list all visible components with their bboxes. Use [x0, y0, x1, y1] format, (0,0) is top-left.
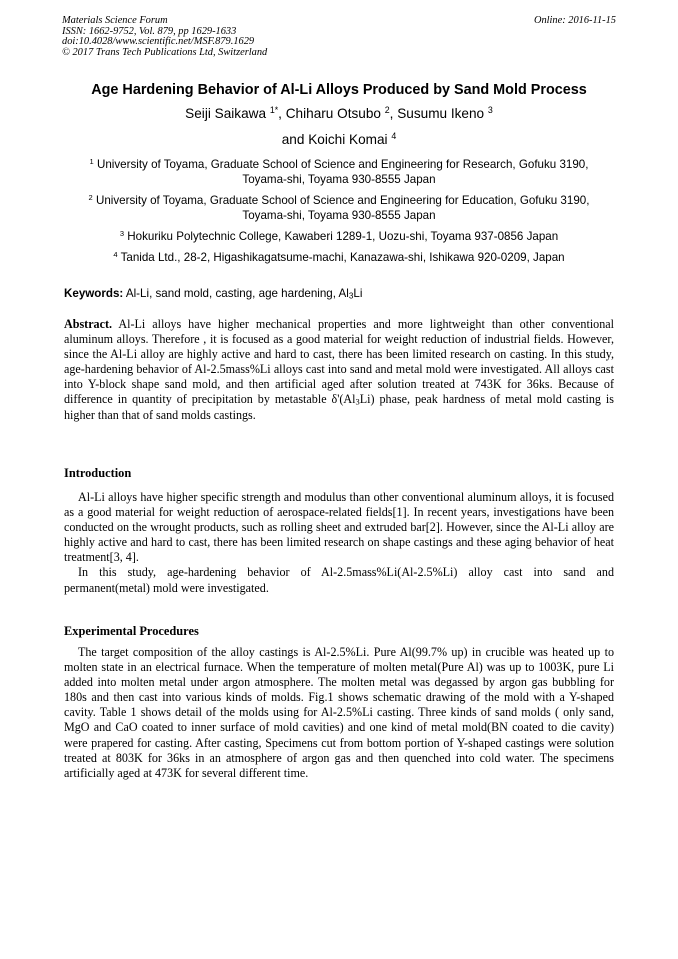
- affiliation-4: $^4$ Tanida Ltd., 28-2, Higashikagatsume-machi, Kanazawa-shi, Ishikawa 920-0209, Japan: [113, 249, 565, 264]
- online-date: Online: 2016-11-15: [533, 15, 616, 26]
- author-mark: 2: [384, 105, 390, 116]
- author-name: Chiharu Otsubo: [285, 106, 381, 121]
- author-name: Koichi Komai: [308, 132, 388, 147]
- experimental-body: [64, 645, 614, 781]
- abstract-label: Abstract.: [64, 317, 113, 331]
- author-line-2: and Koichi Komai $^4$: [281, 131, 397, 147]
- keywords-label: Keywords:: [64, 287, 124, 300]
- author-mark: 1*: [269, 105, 279, 116]
- keywords-text: Al-Li, sand mold, casting, age hardening, Al: [125, 287, 349, 300]
- abstract-text: Al-Li alloys have higher mechanical properties and more lightweight than other conventional aluminum alloys. Therefore , it is focused as a good material for weight reduction of industrial fields. However, since the Al-Li alloy are highly active and hard to cast, there has been limited research on casting. In this study, age-hardening behavior of Al-2.5mass%Li alloys cast into sand and metal mold were investigated. All alloys cast into Y-block shape sand mold, and then artificial aged after solution treated at 743K for 36ks. Because of difference in quantity of precipitation by metastable δ'(Al: [64, 317, 614, 407]
- affiliation-3: $^3$ Hokuriku Polytechnic College, Kawaberi 1289-1, Uozu-shi, Toyama 937-0856 Japan: [119, 228, 559, 243]
- keywords: Keywords: Al-Li, sand mold, casting, age hardening, $Al_3Li$: [64, 287, 363, 301]
- paragraph: The target composition of the alloy castings is Al-2.5%Li. Pure Al(99.7% up) in crucible was heated up to molten state in an electrical furnace. When the temperature of molten metal(Pure Al) was up to 1003K, pure Li added into molten metal under argon atmosphere. The molten metal was degassed by argon gas bubbling for 180s and then cast into various kinds of molds. Fig.1 shows schematic drawing of the mold with a Y-shaped cavity. Table 1 shows detail of the molds using for Al-2.5%Li casting. Three kinds of sand molds ( only sand, MgO and CaO coated to inner surface of mold cavities) and one kind of metal mold(BN coated to die cavity) were prapered for casting. After casting, Specimens cut from bottom portion of Y-shaped castings were solution treated at 803K for 36ks in an atmosphere of argon gas and then quenched into cold water. The specimens artificially aged at 473K for several different time.: [64, 645, 614, 780]
- author-mark: 4: [391, 131, 397, 142]
- author-name: Susumu Ikeno: [397, 106, 485, 121]
- issn-line: ISSN: 1662-9752, Vol. 879, pp 1629-1633: [62, 25, 237, 37]
- author-mark: 3: [487, 105, 493, 116]
- author-line-1: Seiji Saikawa $^{1*}$, Chiharu Otsubo $^2$, Susumu Ikeno $^3$: [185, 105, 493, 121]
- introduction-body: [64, 490, 614, 596]
- copyright-line: © 2017 Trans Tech Publications Ltd, Switzerland: [62, 46, 268, 58]
- introduction-heading: Introduction: [64, 466, 132, 480]
- author-name: Seiji Saikawa: [185, 106, 267, 121]
- experimental-heading: Experimental Procedures: [64, 624, 199, 638]
- paragraph: In this study, age-hardening behavior of Al-2.5mass%Li(Al-2.5%Li) alloy cast into sand and permanent(metal) mold were investigated.: [64, 565, 614, 595]
- journal-name: Materials Science Forum: [62, 15, 168, 26]
- affiliation-1: $^1$ University of Toyama, Graduate School of Science and Engineering for Research, Gofuku 3190, Toyama-shi, Toyama 930-8555 Japan: [89, 156, 589, 186]
- paragraph: Al-Li alloys have higher specific strength and modulus than other conventional aluminum alloys, it is focused as a good material for weight reduction of aerospace-related fields[1]. In recent years, investigations have been conducted on the wrought products, such as rolling sheet and extruded bar[2]. However, since the Al-Li alloy are highly active and hard to cast, there has been limited research on shape castings and these aging behavior of heat treatment[3, 4].: [64, 490, 614, 565]
- doi-line: doi:10.4028/www.scientific.net/MSF.879.1629: [62, 36, 255, 48]
- journal-header: [62, 16, 267, 58]
- affiliation-2: $^2$ University of Toyama, Graduate School of Science and Engineering for Education, Gofuku 3190, Toyama-shi, Toyama 930-8555 Japan: [88, 192, 590, 222]
- paper-title: Age Hardening Behavior of Al-Li Alloys Produced by Sand Mold Process: [91, 82, 587, 98]
- abstract: Abstract. Al-Li alloys have higher mechanical properties and more lightweight than other conventional aluminum alloys. Therefore , it is focused as a good material for weight reduction of industrial fields. However, since the Al-Li alloy are highly active and hard to cast, there has been limited research on casting. In this study, age-hardening behavior of Al-2.5mass%Li alloys cast into sand and metal mold were investigated. All alloys cast into Y-block shape sand mold, and then artificial aged after solution treated at 743K for 36ks. Because of difference in quantity of precipitation by metastable $\delta'(Al_3Li)$ phase, peak hardness of metal mold casting is higher than that of sand molds castings.: [64, 317, 614, 422]
